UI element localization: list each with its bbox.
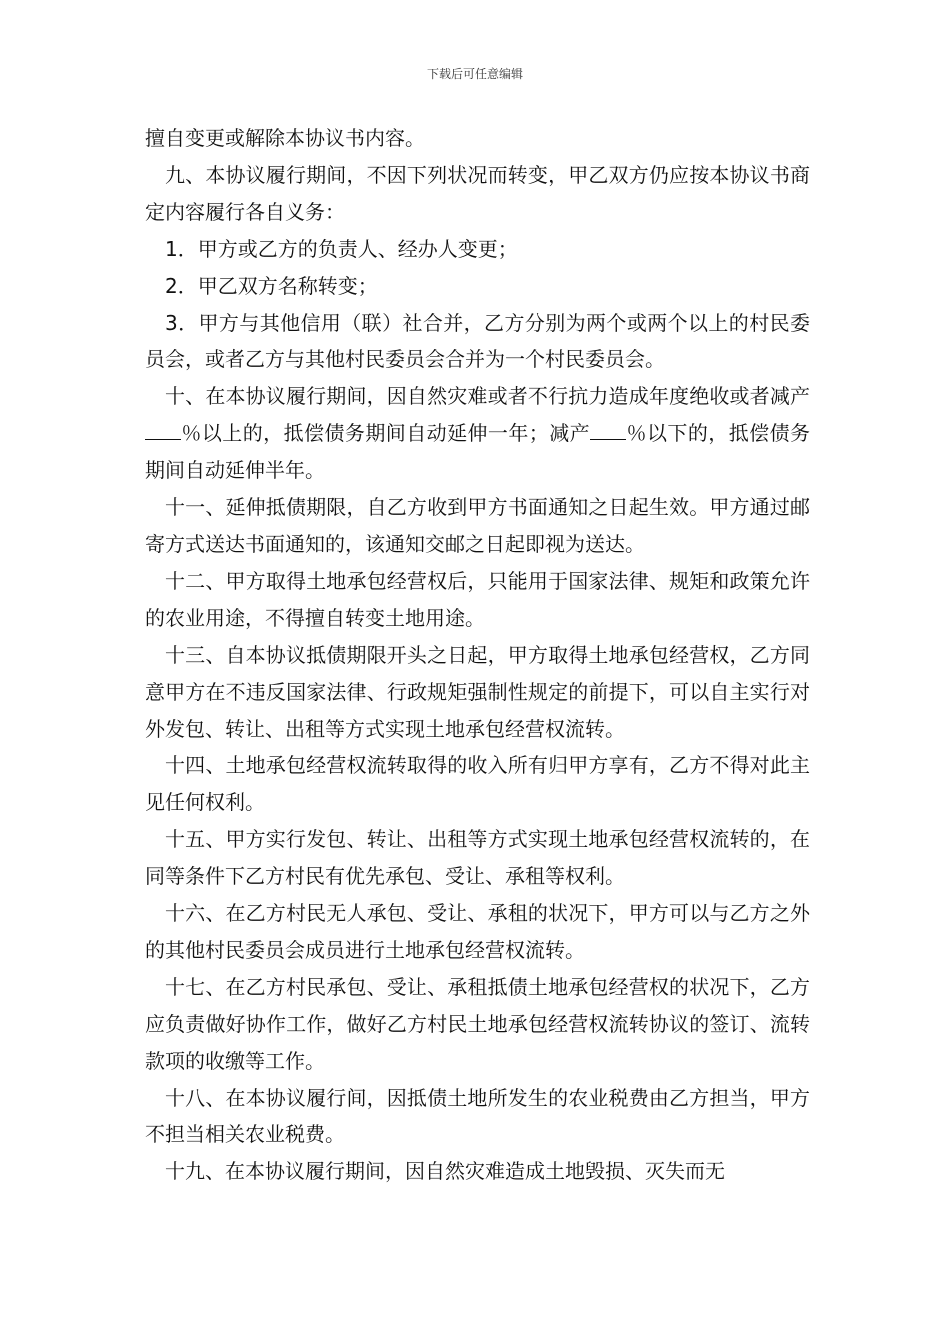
paragraph-continuation (145, 120, 810, 157)
clause-18 (145, 1080, 810, 1154)
paragraph-text: 十五、甲方实行发包、转让、出租等方式实现土地承包经营权流转的，在同等条件下乙方村民有优先承包、受让、承租等权利。 (145, 827, 810, 889)
clause-14 (145, 747, 810, 821)
clause-9-item-3 (145, 305, 810, 379)
paragraph-text: ％以上的，抵偿债务期间自动延伸一年；减产 (181, 421, 591, 446)
paragraph-text: 十八、在本协议履行间，因抵债土地所发生的农业税费由乙方担当，甲方不担当相关农业税费。 (145, 1085, 810, 1147)
clause-13 (145, 637, 810, 748)
paragraph-text: 2．甲乙双方名称转变； (165, 273, 378, 298)
clause-9-item-1 (145, 231, 810, 268)
paragraph-text: 十三、自本协议抵债期限开头之日起，甲方取得土地承包经营权，乙方同意甲方在不违反国家法律、行政规矩强制性规定的前提下，可以自主实行对外发包、转让、出租等方式实现土地承包经营权流转。 (145, 642, 810, 741)
fill-in-blank (590, 421, 626, 440)
paragraph-text: 十九、在本协议履行期间，因自然灾难造成土地毁损、灭失而无 (165, 1159, 725, 1184)
clause-9 (145, 157, 810, 231)
clause-17 (145, 969, 810, 1080)
paragraph-text: 十六、在乙方村民无人承包、受让、承租的状况下，甲方可以与乙方之外的其他村民委员会成员进行土地承包经营权流转。 (145, 901, 810, 962)
page-header: 下载后可任意编辑 (426, 67, 523, 81)
clause-10 (145, 378, 810, 489)
paragraph-text: 1．甲方或乙方的负责人、经办人变更； (165, 236, 518, 261)
clause-11 (145, 489, 810, 563)
clause-9-item-2 (145, 268, 810, 305)
clause-16 (145, 895, 810, 969)
paragraph-text: 擅自变更或解除本协议书内容。 (145, 126, 425, 150)
clause-15 (145, 821, 810, 895)
paragraph-text: 九、本协议履行期间，不因下列状况而转变，甲乙双方仍应按本协议书商定内容履行各自义务： (145, 162, 810, 224)
paragraph-text: 十、在本协议履行期间，因自然灾难或者不行抗力造成年度绝收或者减产 (165, 384, 810, 409)
paragraph-text: 十四、土地承包经营权流转取得的收入所有归甲方享有，乙方不得对此主见任何权利。 (145, 753, 810, 815)
clause-12 (145, 563, 810, 637)
fill-in-blank (145, 421, 181, 440)
document-body (145, 120, 810, 1190)
clause-19 (145, 1153, 810, 1190)
paragraph-text: 十一、延伸抵债期限，自乙方收到甲方书面通知之日起生效。甲方通过邮寄方式送达书面通知的，该通知交邮之日起即视为送达。 (145, 495, 810, 556)
paragraph-text: 十七、在乙方村民承包、受让、承租抵债土地承包经营权的状况下，乙方应负责做好协作工作，做好乙方村民土地承包经营权流转协议的签订、流转款项的收缴等工作。 (145, 974, 810, 1073)
paragraph-text: ％以下的，抵偿债务期间自动延伸半年。 (145, 421, 811, 483)
paragraph-text: 3．甲方与其他信用（联）社合并，乙方分别为两个或两个以上的村民委员会，或者乙方与其他村民委员会合并为一个村民委员会。 (145, 310, 810, 372)
paragraph-text: 十二、甲方取得土地承包经营权后，只能用于国家法律、规矩和政策允许的农业用途，不得擅自转变土地用途。 (145, 568, 810, 630)
